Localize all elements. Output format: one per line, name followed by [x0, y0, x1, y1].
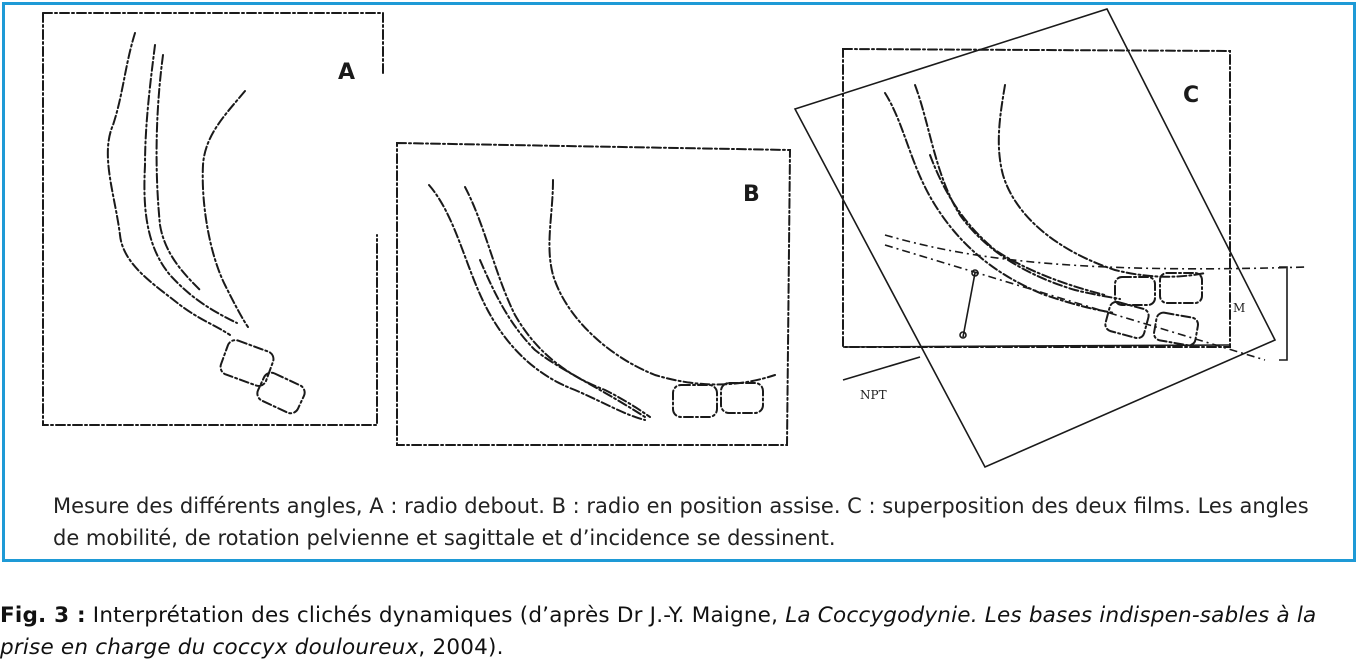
panel-b-frame — [397, 143, 790, 445]
figure-frame — [2, 2, 1356, 562]
annotation-m: M — [1233, 301, 1246, 315]
coccyx-diagram — [5, 5, 1353, 559]
panel-a-contour-ventral — [203, 91, 248, 327]
annotation-npt: NPT — [860, 388, 887, 402]
figure-caption-label: Fig. 3 : — [0, 603, 86, 628]
panel-b-vertebra-2 — [721, 383, 763, 413]
panel-c-contour-mid — [915, 85, 1120, 299]
figure-caption — [0, 600, 1362, 664]
panel-c-contour-ventral — [999, 85, 1205, 277]
panel-c-arrow-npt — [843, 357, 920, 380]
panel-a-contour-inner — [157, 55, 200, 290]
panel-a-frame-top — [43, 13, 383, 75]
panel-c-bracket-m — [1279, 267, 1287, 360]
panel-b-contour-outer — [429, 185, 645, 420]
panel-c-vertebra-4 — [1153, 312, 1199, 347]
figure-caption-year: , 2004). — [418, 635, 504, 660]
figure-caption-title: La Coccygodynie. Les bases indispen-sables à la prise en charge du coccyx douloureux — [0, 603, 1317, 660]
panel-a-contour-outer — [108, 33, 230, 335]
panel-a-frame — [43, 13, 377, 425]
panel-c-vertebra-1 — [1115, 277, 1155, 305]
panel-label-c: C — [1183, 83, 1200, 108]
panel-a-vertebra-1 — [218, 338, 275, 388]
panel-c-vertebra-3 — [1104, 300, 1150, 339]
panel-c-incidence-line — [885, 235, 1305, 269]
panel-c-contour-inner — [930, 155, 1105, 295]
panel-c-baseline — [843, 345, 1230, 347]
panel-b-contour-ventral — [549, 180, 775, 384]
panel-a-vertebra-2 — [255, 370, 308, 416]
panel-label-a: A — [338, 60, 356, 85]
panel-label-b: B — [743, 182, 760, 207]
figure-caption-text: Interprétation des clichés dynamiques (d’après Dr J.-Y. Maigne, — [85, 603, 786, 628]
panel-b-vertebra-1 — [673, 385, 717, 417]
panel-c-tilt-line — [885, 245, 1265, 360]
inner-caption: Mesure des différents angles, A : radio debout. B : radio en position assise. C : superposition des deux films. Les angles de mobilité, de rotation pelvienne et sagittale et d’incidence se dessinent. — [53, 494, 1309, 550]
panel-c-vertical-marker — [963, 273, 975, 337]
